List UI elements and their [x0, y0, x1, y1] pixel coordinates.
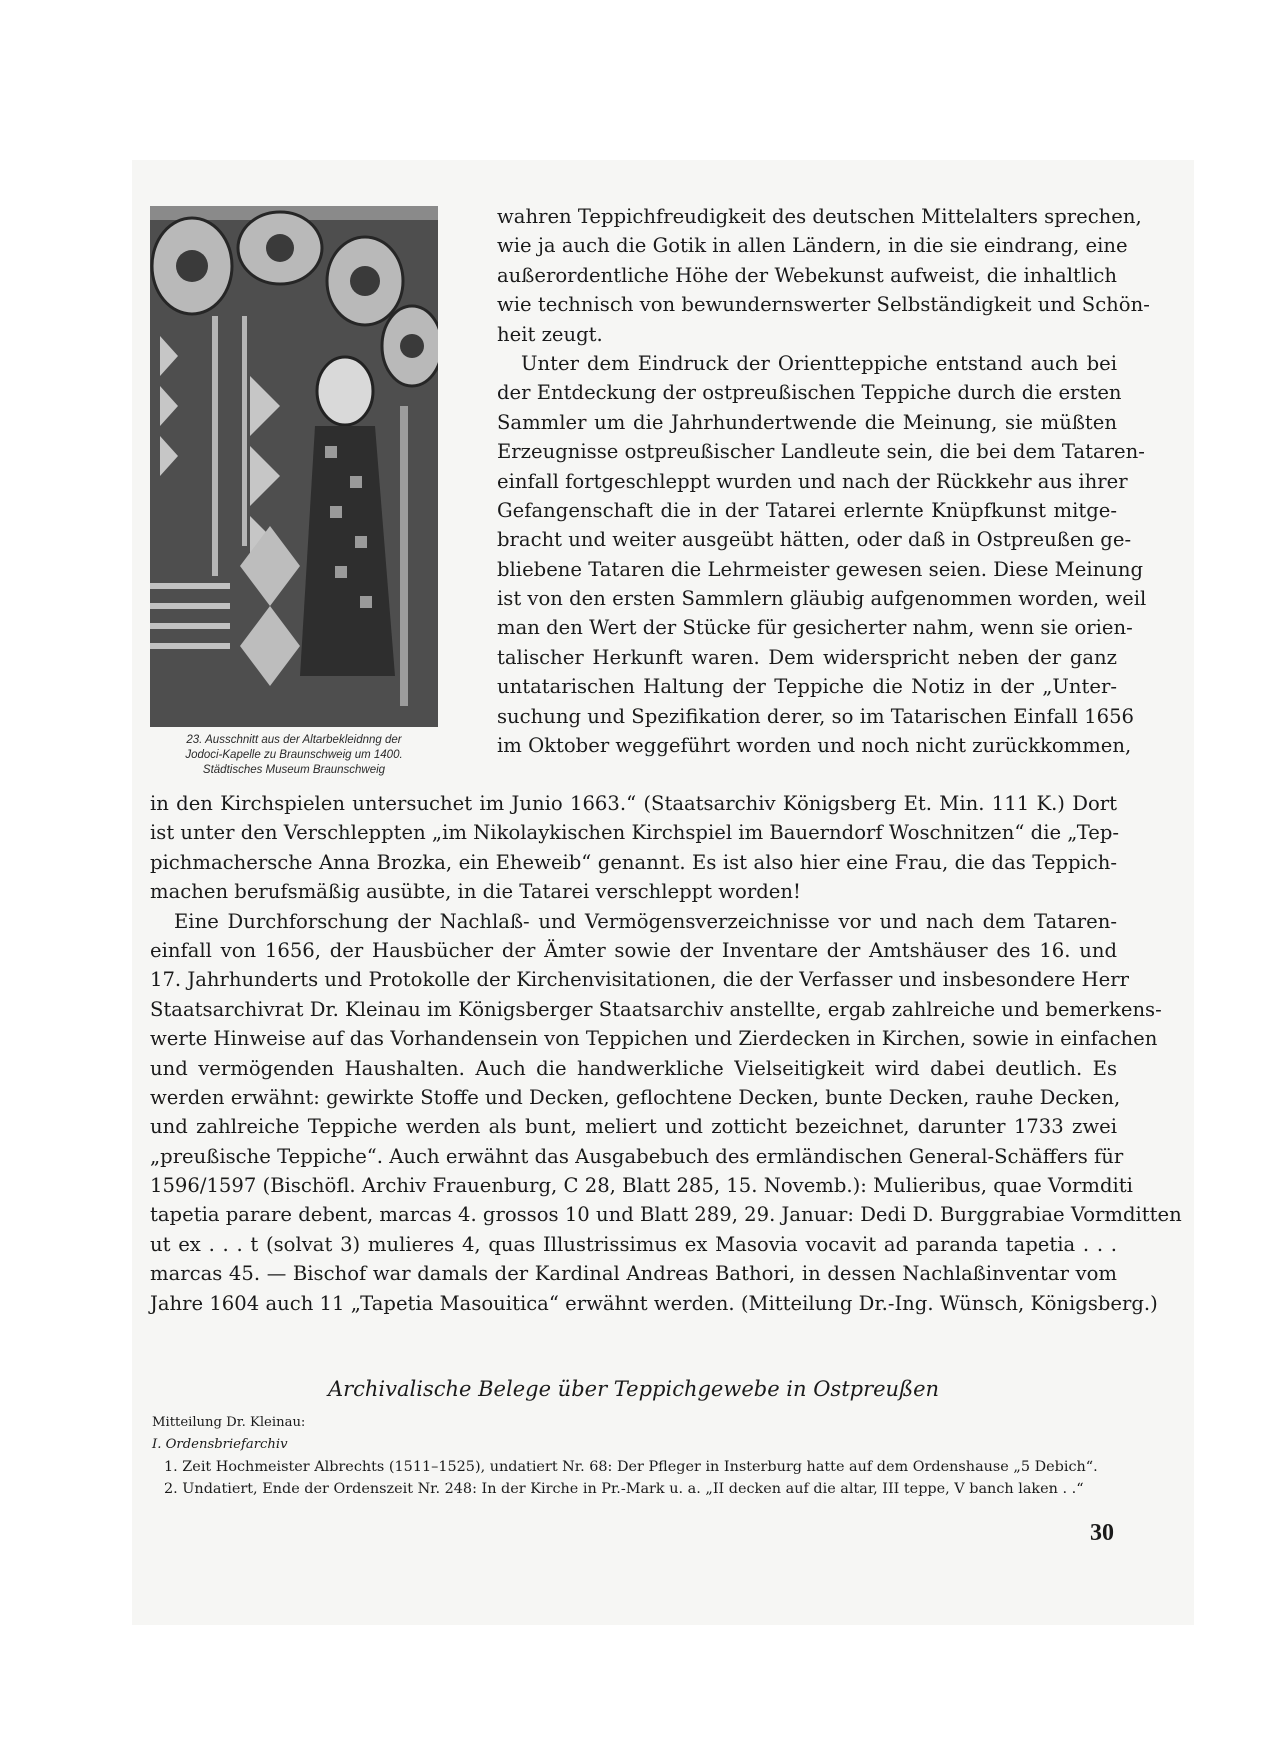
text-line: untatarischen Haltung der Teppiche die Notiz in der „Unter- [497, 675, 1117, 699]
column-text [497, 202, 1150, 760]
text-line: marcas 45. — Bischof war damals der Kardinal Andreas Bathori, in dessen Nachlaßinventar vom [150, 1262, 1117, 1286]
notes-section-title: I. Ordensbriefarchiv [152, 1437, 288, 1452]
notes-intro: Mitteilung Dr. Kleinau: [152, 1415, 306, 1430]
text-line: bliebene Tataren die Lehrmeister gewesen seien. Diese Meinung [497, 557, 1144, 581]
text-line: „preußische Teppiche“. Auch erwähnt das Ausgabebuch des ermländischen General-Schäffers für [150, 1144, 1124, 1168]
text-line: Jahre 1604 auch 11 „Tapetia Masouitica“ erwähnt werden. (Mitteilung Dr.-Ing. Wünsch, Königsberg.) [150, 1291, 1158, 1315]
text-line: talischer Herkunft waren. Dem widerspricht neben der ganz [497, 645, 1117, 669]
text-line: werden erwähnt: gewirkte Stoffe und Decken, geflochtene Decken, bunte Decken, rauhe Decken, [150, 1085, 1121, 1109]
note-item: 1. Zeit Hochmeister Albrechts (1511–1525), undatiert Nr. 68: Der Pfleger in Insterburg hatte auf dem Ordenshause „5 Debich“. [164, 1459, 1098, 1475]
text-line: Sammler um die Jahrhundertwende die Meinung, sie müßten [497, 410, 1117, 434]
tapestry-icon [150, 206, 438, 727]
text-line: einfall von 1656, der Hausbücher der Ämter sowie der Inventare der Amtshäuser des 16. und [150, 938, 1117, 962]
text-line: Eine Durchforschung der Nachlaß- und Vermögensverzeichnisse vor und nach dem Tataren- [174, 909, 1117, 933]
text-line: der Entdeckung der ostpreußischen Teppiche durch die ersten [497, 381, 1122, 405]
text-line: suchung und Spezifikation derer, so im Tatarischen Einfall 1656 [497, 704, 1135, 728]
text-line: 1596/1597 (Bischöfl. Archiv Frauenburg, C 28, Blatt 285, 15. Novemb.): Mulieribus, quae Vormditi [150, 1174, 1133, 1198]
text-line: einfall fortgeschleppt wurden und nach der Rückkehr aus ihrer [497, 469, 1128, 493]
archive-notes [152, 1412, 1117, 1500]
text-line: außerordentliche Höhe der Webekunst aufweist, die inhaltlich [497, 263, 1117, 287]
page-number: 30 [1090, 1520, 1114, 1546]
text-line: man den Wert der Stücke für gesicherter nahm, wenn sie orien- [497, 616, 1133, 640]
text-line: werte Hinweise auf das Vorhandensein von Teppichen und Zierdecken in Kirchen, sowie in einfachen [150, 1027, 1158, 1051]
text-line: wie ja auch die Gotik in allen Ländern, in die sie eindrang, eine [497, 234, 1128, 258]
text-line: ut ex . . . t (solvat 3) mulieres 4, quas Illustrissimus ex Masovia vocavit ad paranda tapetia . . . [150, 1232, 1117, 1256]
text-line: wahren Teppichfreudigkeit des deutschen Mittelalters sprechen, [497, 205, 1142, 228]
text-line: ist von den ersten Sammlern gläubig aufgenommen worden, weil [497, 587, 1147, 611]
text-line: Unter dem Eindruck der Orientteppiche entstand auch bei [521, 351, 1117, 375]
text-line: Gefangenschaft die in der Tatarei erlernte Knüpfkunst mitge- [497, 498, 1117, 522]
text-line: bracht und weiter ausgeübt hätten, oder daß in Ostpreußen ge- [497, 528, 1132, 552]
caption-line: 23. Ausschnitt aus der Altarbekleidnng der [186, 734, 402, 746]
text-line: und zahlreiche Teppiche werden als bunt, meliert und zotticht bezeichnet, darunter 1733 zwei [150, 1115, 1117, 1139]
text-line: und vermögenden Haushalten. Auch die handwerkliche Vielseitigkeit wird dabei deutlich. Es [150, 1056, 1117, 1080]
text-line: machen berufsmäßig ausübte, in die Tatarei verschleppt worden! [150, 880, 801, 904]
text-line: Staatsarchivrat Dr. Kleinau im Königsberger Staatsarchiv anstellte, ergab zahlreiche und bemerkens- [150, 997, 1162, 1021]
text-line: im Oktober weggeführt worden und noch nicht zurückkommen, [497, 734, 1132, 758]
text-line: pichmachersche Anna Brozka, ein Eheweib“ genannt. Es ist also hier eine Frau, die das Teppich- [150, 850, 1117, 874]
note-item: 2. Undatiert, Ende der Ordenszeit Nr. 248: In der Kirche in Pr.-Mark u. a. „II decken auf die altar, III teppe, V banch laken . .“ [164, 1481, 1084, 1497]
body-text [150, 789, 1182, 1318]
text-line: Erzeugnisse ostpreußischer Landleute sein, die bei dem Tataren- [497, 440, 1145, 464]
caption-line: Jodoci-Kapelle zu Braunschweig um 1400. [185, 749, 403, 761]
tapestry-photo [150, 206, 438, 727]
text-line: in den Kirchspielen untersuchet im Junio 1663.“ (Staatsarchiv Königsberg Et. Min. 111 K.) Dort [150, 792, 1117, 815]
text-line: heit zeugt. [497, 322, 603, 346]
text-line: tapetia parare debent, marcas 4. grossos 10 und Blatt 289, 29. Januar: Dedi D. Burggrabiae Vormditten [150, 1203, 1182, 1227]
caption-line: Städtisches Museum Braunschweig [202, 764, 386, 776]
section-heading: Archivalische Belege über Teppichgewebe in Ostpreußen [327, 1377, 940, 1401]
text-line: ist unter den Verschleppten „im Nikolaykischen Kirchspiel im Bauerndorf Woschnitzen“ die „Tep- [150, 821, 1120, 845]
text-line: wie technisch von bewundernswerter Selbständigkeit und Schön- [497, 293, 1150, 317]
figure-caption [150, 733, 438, 778]
text-line: 17. Jahrhunderts und Protokolle der Kirchenvisitationen, die der Verfasser und insbesondere Herr [150, 968, 1129, 992]
